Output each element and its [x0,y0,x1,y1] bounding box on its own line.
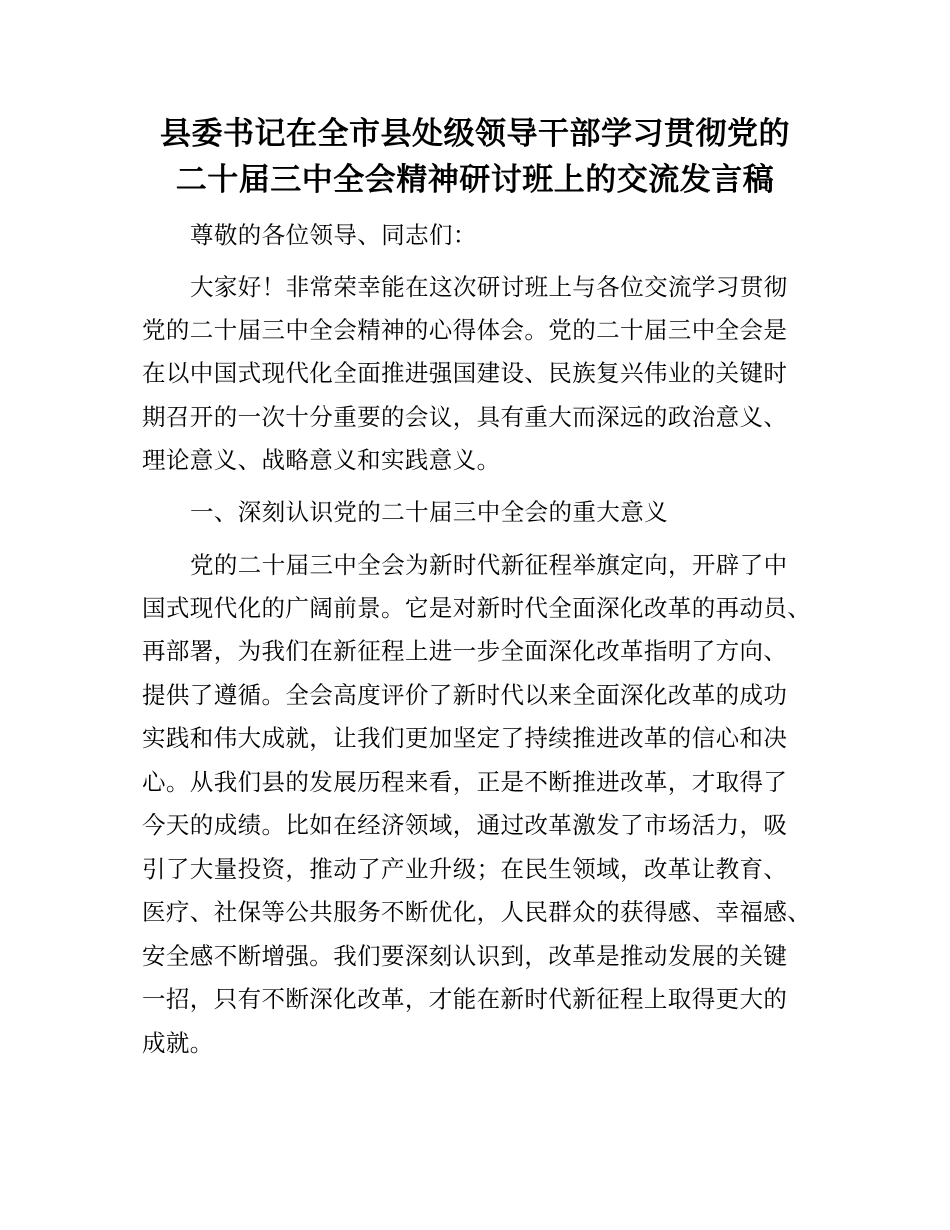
paragraph1-line-2: 党的二十届三中全会精神的心得体会。党的二十届三中全会是 [142,316,788,344]
document-title-line-1: 县委书记在全市县处级领导干部学习贯彻党的 [160,116,790,152]
paragraph2-line-4: 提供了遵循。全会高度评价了新时代以来全面深化改革的成功 [142,681,788,709]
paragraph2-line-11: 一招，只有不断深化改革，才能在新时代新征程上取得更大的 [142,985,788,1013]
section-heading-1: 一、深刻认识党的二十届三中全会的重大意义 [190,498,668,526]
paragraph2-line-1: 党的二十届三中全会为新时代新征程举旗定向，开辟了中 [190,551,788,579]
paragraph2-line-12: 成就。 [142,1029,214,1057]
paragraph2-line-5: 实践和伟大成就，让我们更加坚定了持续推进改革的信心和决 [142,724,788,752]
paragraph1-line-5: 理论意义、战略意义和实践意义。 [142,446,501,474]
paragraph1-line-4: 期召开的一次十分重要的会议，具有重大而深远的政治意义、 [142,403,788,431]
paragraph2-line-3: 再部署，为我们在新征程上进一步全面深化改革指明了方向、 [142,637,788,665]
salutation: 尊敬的各位领导、同志们： [190,221,477,249]
paragraph1-line-1: 大家好！非常荣幸能在这次研讨班上与各位交流学习贯彻 [190,273,788,301]
paragraph2-line-6: 心。从我们县的发展历程来看，正是不断推进改革，才取得了 [142,768,788,796]
paragraph2-line-7: 今天的成绩。比如在经济领域，通过改革激发了市场活力，吸 [142,811,788,839]
paragraph2-line-8: 引了大量投资，推动了产业升级；在民生领域，改革让教育、 [142,855,788,883]
paragraph1-line-3: 在以中国式现代化全面推进强国建设、民族复兴伟业的关键时 [142,359,788,387]
paragraph2-line-9: 医疗、社保等公共服务不断优化，人民群众的获得感、幸福感、 [142,898,812,926]
document-title-line-2: 二十届三中全会精神研讨班上的交流发言稿 [175,162,775,198]
paragraph2-line-10: 安全感不断增强。我们要深刻认识到，改革是推动发展的关键 [142,942,788,970]
paragraph2-line-2: 国式现代化的广阔前景。它是对新时代全面深化改革的再动员、 [142,594,812,622]
